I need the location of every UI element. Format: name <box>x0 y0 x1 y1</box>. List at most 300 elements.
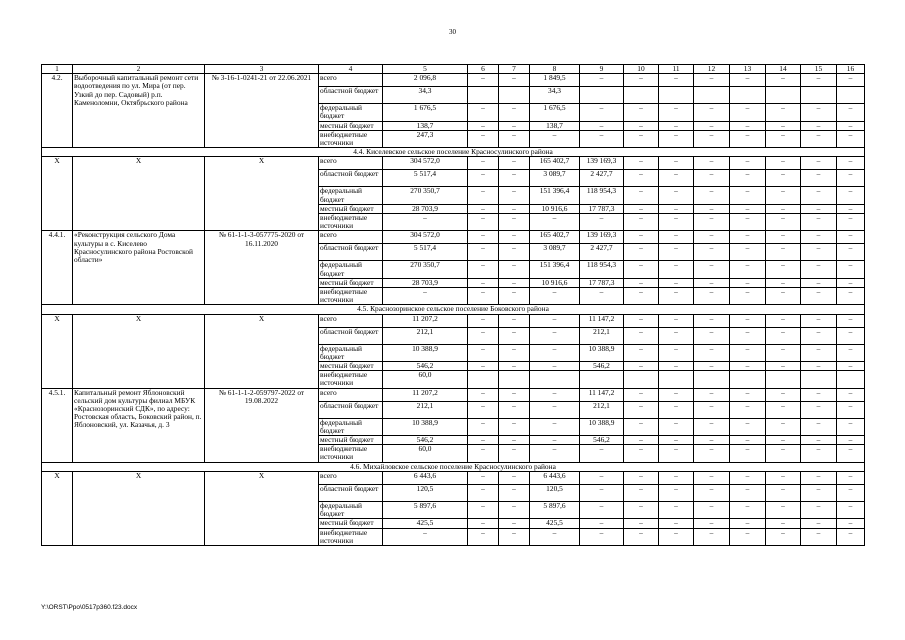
column-number: 11 <box>659 65 694 74</box>
amount-cell: – <box>837 519 865 528</box>
document-reference: X <box>205 157 319 231</box>
amount-cell: – <box>694 121 730 130</box>
amount-cell <box>468 87 499 104</box>
amount-cell <box>730 87 766 104</box>
amount-cell: – <box>499 74 530 87</box>
amount-cell <box>837 87 865 104</box>
amount-cell: – <box>801 484 837 501</box>
funding-source: областной бюджет <box>319 401 383 418</box>
amount-cell: – <box>766 261 801 278</box>
funding-source: местный бюджет <box>319 362 383 371</box>
amount-cell: – <box>730 261 766 278</box>
amount-cell: – <box>694 104 730 121</box>
amount-cell: – <box>837 204 865 213</box>
amount-cell: – <box>499 501 530 518</box>
amount-cell: – <box>766 121 801 130</box>
amount-cell: 425,5 <box>383 519 468 528</box>
amount-cell: – <box>659 231 694 244</box>
amount-cell: 212,1 <box>383 401 468 418</box>
amount-cell: – <box>801 445 837 462</box>
column-number: 6 <box>468 65 499 74</box>
amount-cell: – <box>530 528 580 545</box>
amount-cell: – <box>801 278 837 287</box>
amount-cell: – <box>499 278 530 287</box>
amount-cell: – <box>468 388 499 401</box>
amount-cell: – <box>694 388 730 401</box>
amount-cell: 60,0 <box>383 371 468 388</box>
amount-cell: – <box>624 204 659 213</box>
amount-cell: – <box>468 471 499 484</box>
amount-cell: – <box>659 170 694 187</box>
amount-cell: – <box>530 388 580 401</box>
amount-cell: – <box>730 157 766 170</box>
funding-source: внебюджетные источники <box>319 528 383 545</box>
item-number: 4.4.1. <box>42 231 73 305</box>
section-heading: 4.4. Киселевское сельское поселение Красносулинского района <box>42 148 865 157</box>
amount-cell: – <box>468 278 499 287</box>
amount-cell: 11 147,2 <box>580 314 624 327</box>
amount-cell: 10 388,9 <box>580 344 624 361</box>
section-heading: 4.5. Краснозоринское сельское поселение Боковского района <box>42 305 865 314</box>
amount-cell: – <box>694 314 730 327</box>
amount-cell <box>801 87 837 104</box>
amount-cell: – <box>766 214 801 231</box>
amount-cell: – <box>624 130 659 147</box>
column-number: 15 <box>801 65 837 74</box>
amount-cell: – <box>659 121 694 130</box>
amount-cell: – <box>730 130 766 147</box>
amount-cell: – <box>801 214 837 231</box>
amount-cell: – <box>730 74 766 87</box>
amount-cell: – <box>801 471 837 484</box>
amount-cell: – <box>624 436 659 445</box>
amount-cell: – <box>530 418 580 435</box>
amount-cell: – <box>580 501 624 518</box>
amount-cell: – <box>624 74 659 87</box>
amount-cell: – <box>766 327 801 344</box>
funding-source: всего <box>319 314 383 327</box>
amount-cell: – <box>801 288 837 305</box>
amount-cell: – <box>659 130 694 147</box>
amount-cell: 139 169,3 <box>580 157 624 170</box>
amount-cell: – <box>694 401 730 418</box>
amount-cell: – <box>694 362 730 371</box>
amount-cell: – <box>468 436 499 445</box>
amount-cell: 2 096,8 <box>383 74 468 87</box>
amount-cell: – <box>580 288 624 305</box>
amount-cell: – <box>837 388 865 401</box>
funding-source: областной бюджет <box>319 87 383 104</box>
amount-cell: – <box>694 244 730 261</box>
amount-cell: – <box>837 278 865 287</box>
funding-source: федеральный бюджет <box>319 104 383 121</box>
funding-source: всего <box>319 74 383 87</box>
amount-cell: – <box>530 401 580 418</box>
amount-cell: 6 443,6 <box>383 471 468 484</box>
funding-source: федеральный бюджет <box>319 261 383 278</box>
table-row <box>42 157 865 170</box>
amount-cell: – <box>659 418 694 435</box>
amount-cell: – <box>730 314 766 327</box>
funding-source: областной бюджет <box>319 244 383 261</box>
column-number-row <box>42 65 865 74</box>
amount-cell: – <box>730 388 766 401</box>
funding-source: федеральный бюджет <box>319 187 383 204</box>
amount-cell: – <box>580 528 624 545</box>
amount-cell: – <box>624 278 659 287</box>
funding-source: федеральный бюджет <box>319 344 383 361</box>
amount-cell: 546,2 <box>580 362 624 371</box>
amount-cell: – <box>624 327 659 344</box>
object-name: Капитальный ремонт Яблоновский сельский дом культуры филиал МБУК «Краснозоринский СДК», по адресу: Ростовская область, Боковский район, п. Яблоновский, ул. Казачья, д. 3 <box>73 388 205 462</box>
document-reference: X <box>205 314 319 388</box>
column-number: 16 <box>837 65 865 74</box>
funding-source: внебюджетные источники <box>319 288 383 305</box>
amount-cell: – <box>837 170 865 187</box>
amount-cell: – <box>468 528 499 545</box>
amount-cell: – <box>468 204 499 213</box>
amount-cell: – <box>499 327 530 344</box>
amount-cell: 34,3 <box>530 87 580 104</box>
amount-cell: – <box>624 501 659 518</box>
amount-cell: 304 572,0 <box>383 157 468 170</box>
amount-cell: – <box>801 401 837 418</box>
object-name: X <box>73 471 205 545</box>
amount-cell: 10 388,9 <box>580 418 624 435</box>
amount-cell: – <box>837 401 865 418</box>
amount-cell: – <box>580 484 624 501</box>
amount-cell: – <box>624 314 659 327</box>
amount-cell: – <box>766 157 801 170</box>
amount-cell: – <box>580 471 624 484</box>
amount-cell: – <box>694 484 730 501</box>
amount-cell: – <box>730 436 766 445</box>
amount-cell: – <box>730 170 766 187</box>
amount-cell: – <box>499 528 530 545</box>
table-row <box>42 314 865 327</box>
amount-cell: 212,1 <box>580 327 624 344</box>
amount-cell: 165 402,7 <box>530 231 580 244</box>
amount-cell: – <box>730 104 766 121</box>
amount-cell: – <box>624 344 659 361</box>
amount-cell: – <box>499 484 530 501</box>
amount-cell: – <box>837 104 865 121</box>
table-row <box>42 388 865 401</box>
amount-cell: – <box>659 314 694 327</box>
amount-cell: – <box>468 157 499 170</box>
amount-cell: – <box>530 436 580 445</box>
amount-cell: – <box>801 261 837 278</box>
amount-cell: – <box>766 528 801 545</box>
amount-cell: – <box>468 231 499 244</box>
amount-cell: – <box>730 231 766 244</box>
amount-cell: – <box>624 214 659 231</box>
amount-cell: – <box>730 471 766 484</box>
amount-cell <box>624 87 659 104</box>
amount-cell: – <box>837 187 865 204</box>
amount-cell: – <box>499 104 530 121</box>
amount-cell: – <box>659 519 694 528</box>
amount-cell: – <box>624 231 659 244</box>
amount-cell: – <box>624 484 659 501</box>
amount-cell: – <box>694 288 730 305</box>
amount-cell <box>624 371 659 388</box>
amount-cell <box>730 371 766 388</box>
amount-cell: – <box>624 157 659 170</box>
amount-cell: – <box>694 130 730 147</box>
amount-cell: – <box>730 445 766 462</box>
amount-cell: – <box>694 344 730 361</box>
amount-cell: – <box>837 344 865 361</box>
funding-source: федеральный бюджет <box>319 501 383 518</box>
funding-source: всего <box>319 471 383 484</box>
funding-source: федеральный бюджет <box>319 418 383 435</box>
amount-cell: 1 676,5 <box>383 104 468 121</box>
amount-cell: – <box>659 327 694 344</box>
amount-cell: – <box>694 519 730 528</box>
amount-cell: – <box>694 157 730 170</box>
amount-cell: – <box>694 418 730 435</box>
amount-cell: – <box>766 445 801 462</box>
amount-cell: – <box>530 344 580 361</box>
amount-cell: – <box>659 214 694 231</box>
amount-cell: – <box>694 501 730 518</box>
funding-source: внебюджетные источники <box>319 445 383 462</box>
funding-source: внебюджетные источники <box>319 214 383 231</box>
amount-cell: – <box>499 157 530 170</box>
column-number: 5 <box>383 65 468 74</box>
amount-cell: – <box>659 401 694 418</box>
amount-cell: – <box>730 187 766 204</box>
amount-cell <box>694 87 730 104</box>
amount-cell: 2 427,7 <box>580 170 624 187</box>
amount-cell: – <box>624 519 659 528</box>
amount-cell: – <box>580 130 624 147</box>
amount-cell: – <box>730 204 766 213</box>
funding-source: внебюджетные источники <box>319 130 383 147</box>
amount-cell: 1 676,5 <box>530 104 580 121</box>
amount-cell: – <box>659 344 694 361</box>
amount-cell: – <box>837 327 865 344</box>
amount-cell: – <box>580 121 624 130</box>
amount-cell: – <box>468 344 499 361</box>
amount-cell: – <box>766 314 801 327</box>
amount-cell: – <box>499 204 530 213</box>
amount-cell: – <box>624 170 659 187</box>
amount-cell: 151 396,4 <box>530 261 580 278</box>
amount-cell: – <box>499 471 530 484</box>
amount-cell: – <box>837 436 865 445</box>
amount-cell: – <box>659 278 694 287</box>
amount-cell: – <box>530 314 580 327</box>
amount-cell: – <box>530 214 580 231</box>
amount-cell: – <box>766 344 801 361</box>
amount-cell: – <box>499 362 530 371</box>
amount-cell: – <box>801 501 837 518</box>
amount-cell: – <box>468 121 499 130</box>
amount-cell: – <box>530 288 580 305</box>
amount-cell: – <box>730 401 766 418</box>
amount-cell: – <box>801 231 837 244</box>
amount-cell <box>837 371 865 388</box>
amount-cell: – <box>801 418 837 435</box>
amount-cell: – <box>837 214 865 231</box>
amount-cell: – <box>837 231 865 244</box>
amount-cell: – <box>801 204 837 213</box>
amount-cell: – <box>730 418 766 435</box>
amount-cell: 425,5 <box>530 519 580 528</box>
amount-cell: – <box>468 484 499 501</box>
amount-cell: – <box>468 187 499 204</box>
amount-cell: 11 207,2 <box>383 388 468 401</box>
amount-cell: – <box>499 121 530 130</box>
amount-cell: – <box>499 244 530 261</box>
amount-cell: 5 517,4 <box>383 244 468 261</box>
column-number: 9 <box>580 65 624 74</box>
funding-source: местный бюджет <box>319 121 383 130</box>
amount-cell: – <box>468 314 499 327</box>
amount-cell: 165 402,7 <box>530 157 580 170</box>
funding-source: областной бюджет <box>319 170 383 187</box>
amount-cell: – <box>624 362 659 371</box>
amount-cell: 120,5 <box>383 484 468 501</box>
amount-cell: – <box>766 244 801 261</box>
amount-cell: – <box>694 278 730 287</box>
amount-cell: – <box>766 484 801 501</box>
amount-cell: 17 787,3 <box>580 204 624 213</box>
amount-cell: – <box>468 104 499 121</box>
amount-cell: – <box>801 130 837 147</box>
amount-cell: – <box>624 121 659 130</box>
amount-cell: 139 169,3 <box>580 231 624 244</box>
amount-cell: – <box>694 445 730 462</box>
amount-cell: – <box>837 121 865 130</box>
amount-cell: 546,2 <box>383 362 468 371</box>
amount-cell: – <box>659 288 694 305</box>
amount-cell: 17 787,3 <box>580 278 624 287</box>
amount-cell: – <box>468 401 499 418</box>
section-heading: 4.6. Михайловское сельское поселение Красносулинского района <box>42 462 865 471</box>
amount-cell: – <box>837 528 865 545</box>
amount-cell: – <box>694 214 730 231</box>
amount-cell: – <box>801 519 837 528</box>
amount-cell: 212,1 <box>580 401 624 418</box>
amount-cell: 212,1 <box>383 327 468 344</box>
amount-cell: 10 916,6 <box>530 278 580 287</box>
amount-cell: 60,0 <box>383 445 468 462</box>
amount-cell: – <box>766 74 801 87</box>
amount-cell: – <box>624 104 659 121</box>
funding-source: внебюджетные источники <box>319 371 383 388</box>
amount-cell: – <box>468 214 499 231</box>
amount-cell: – <box>499 214 530 231</box>
amount-cell <box>659 371 694 388</box>
amount-cell <box>499 371 530 388</box>
amount-cell: – <box>837 74 865 87</box>
amount-cell: – <box>624 187 659 204</box>
amount-cell: – <box>801 187 837 204</box>
amount-cell: – <box>730 327 766 344</box>
amount-cell: – <box>837 501 865 518</box>
amount-cell: – <box>468 418 499 435</box>
amount-cell: – <box>730 278 766 287</box>
amount-cell: – <box>659 204 694 213</box>
amount-cell: – <box>530 327 580 344</box>
amount-cell: – <box>801 362 837 371</box>
amount-cell: – <box>659 261 694 278</box>
amount-cell: – <box>580 445 624 462</box>
amount-cell: 28 703,9 <box>383 278 468 287</box>
page-number: 30 <box>449 28 456 36</box>
amount-cell: – <box>694 327 730 344</box>
amount-cell: 118 954,3 <box>580 261 624 278</box>
amount-cell: – <box>499 288 530 305</box>
amount-cell: – <box>499 519 530 528</box>
amount-cell: – <box>659 528 694 545</box>
amount-cell: – <box>730 484 766 501</box>
amount-cell: – <box>766 288 801 305</box>
item-number: X <box>42 157 73 231</box>
amount-cell <box>580 87 624 104</box>
document-reference: X <box>205 471 319 545</box>
amount-cell: – <box>837 314 865 327</box>
amount-cell: – <box>499 344 530 361</box>
amount-cell: – <box>624 471 659 484</box>
amount-cell: – <box>383 528 468 545</box>
column-number: 10 <box>624 65 659 74</box>
amount-cell: – <box>468 445 499 462</box>
amount-cell: – <box>468 130 499 147</box>
amount-cell: – <box>468 519 499 528</box>
amount-cell: – <box>766 362 801 371</box>
column-number: 4 <box>319 65 383 74</box>
funding-source: местный бюджет <box>319 519 383 528</box>
amount-cell: – <box>659 244 694 261</box>
amount-cell: – <box>766 204 801 213</box>
amount-cell: 270 350,7 <box>383 261 468 278</box>
object-name: «Реконструкция сельского Дома культуры в с. Киселево Красносулинского района Ростовской области» <box>73 231 205 305</box>
amount-cell: – <box>624 288 659 305</box>
amount-cell: – <box>837 244 865 261</box>
amount-cell: – <box>766 104 801 121</box>
amount-cell: – <box>468 327 499 344</box>
amount-cell: – <box>624 244 659 261</box>
amount-cell: – <box>694 204 730 213</box>
amount-cell: – <box>801 157 837 170</box>
amount-cell: 5 897,6 <box>530 501 580 518</box>
amount-cell: – <box>730 121 766 130</box>
item-number: 4.5.1. <box>42 388 73 462</box>
amount-cell: – <box>468 244 499 261</box>
amount-cell: 3 089,7 <box>530 244 580 261</box>
column-number: 2 <box>73 65 205 74</box>
amount-cell: 304 572,0 <box>383 231 468 244</box>
amount-cell: – <box>499 187 530 204</box>
amount-cell: – <box>837 362 865 371</box>
amount-cell: – <box>730 288 766 305</box>
amount-cell: – <box>766 231 801 244</box>
amount-cell: – <box>580 519 624 528</box>
amount-cell: 118 954,3 <box>580 187 624 204</box>
amount-cell: – <box>624 445 659 462</box>
funding-source: областной бюджет <box>319 327 383 344</box>
amount-cell <box>468 371 499 388</box>
amount-cell: – <box>499 170 530 187</box>
amount-cell: – <box>659 157 694 170</box>
amount-cell: 151 396,4 <box>530 187 580 204</box>
amount-cell: 3 089,7 <box>530 170 580 187</box>
amount-cell: – <box>659 471 694 484</box>
